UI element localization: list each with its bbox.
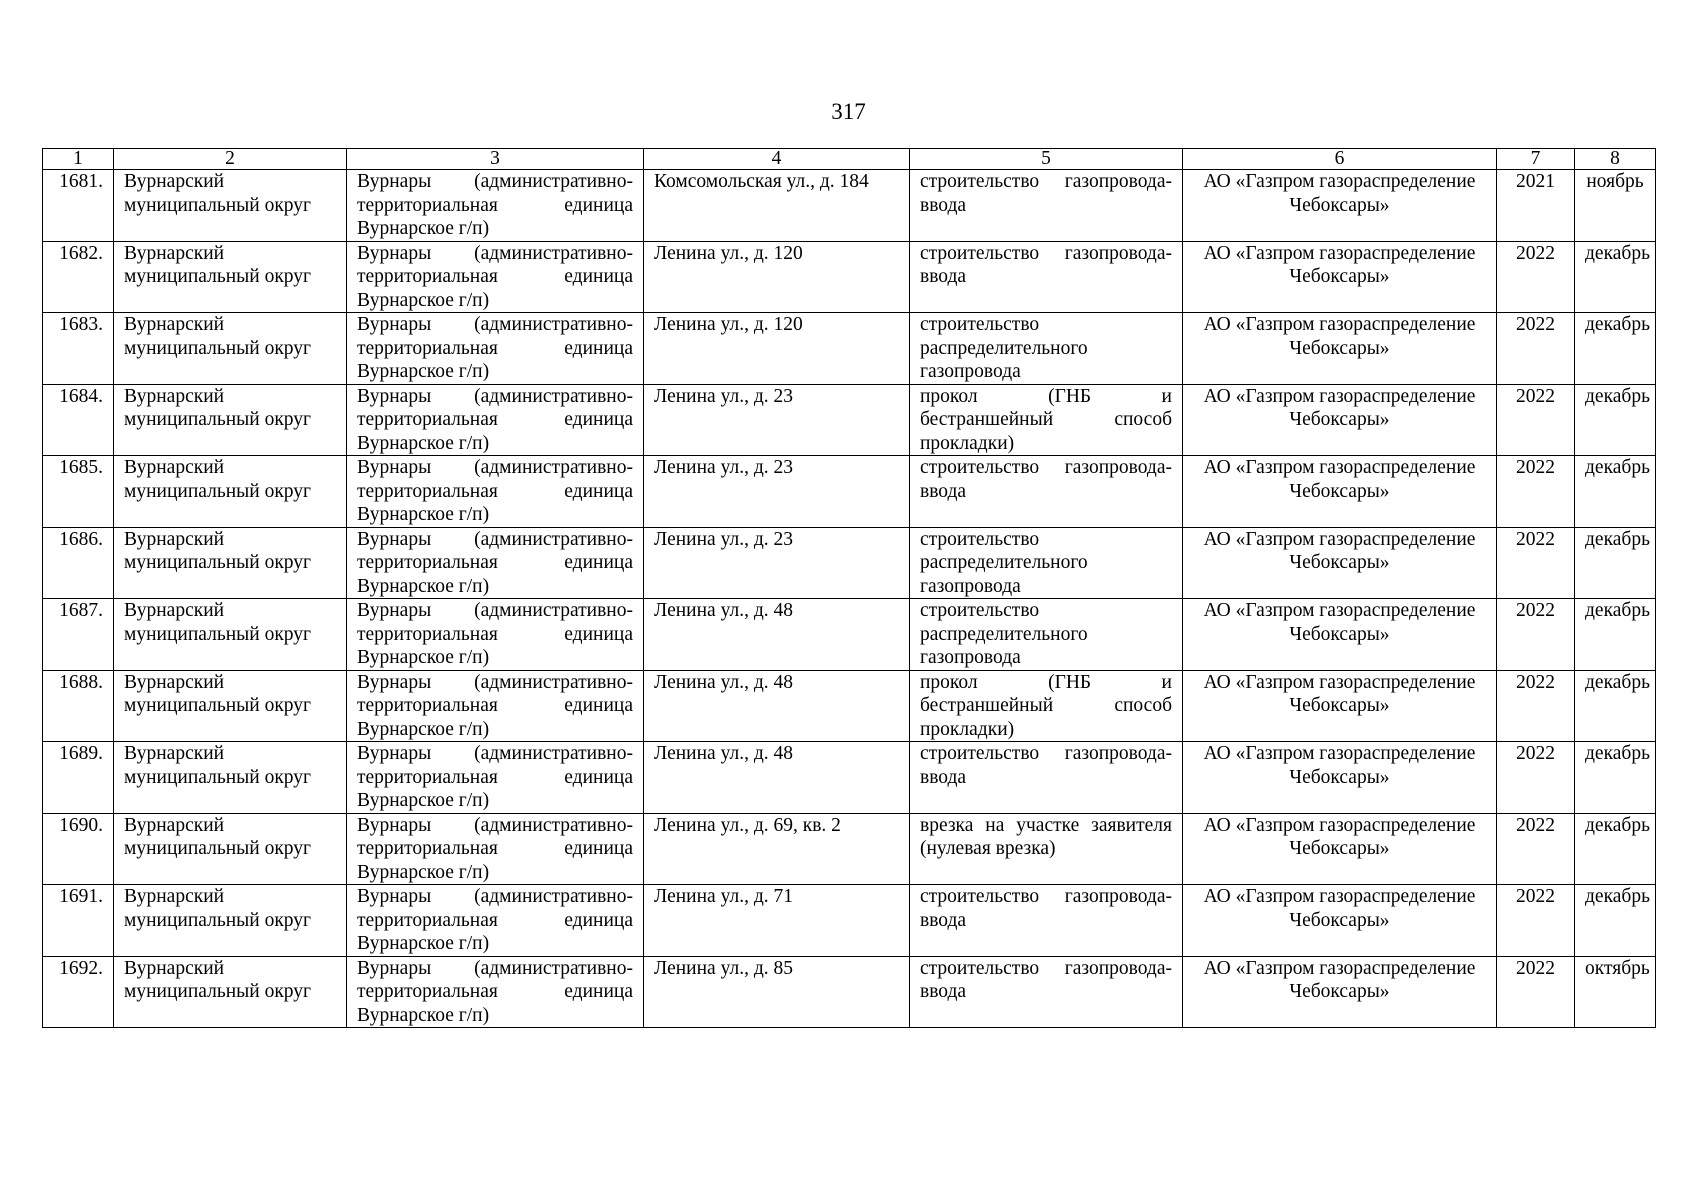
year-cell: 2022 xyxy=(1497,527,1575,599)
table-body xyxy=(43,170,1656,1028)
table-row xyxy=(43,456,1656,528)
district-cell: Вурнарский муниципальный округ xyxy=(114,527,347,599)
month-cell: декабрь xyxy=(1575,241,1656,313)
district-cell: Вурнарский муниципальный округ xyxy=(114,742,347,814)
owner-cell: АО «Газпром газораспределение Чебоксары» xyxy=(1183,956,1497,1028)
row-number: 1683. xyxy=(43,313,114,385)
row-number: 1685. xyxy=(43,456,114,528)
settlement-cell: Вурнары (административно-территориальная единица Вурнарское г/п) xyxy=(347,885,644,957)
district-cell: Вурнарский муниципальный округ xyxy=(114,241,347,313)
table-row xyxy=(43,241,1656,313)
year-cell: 2022 xyxy=(1497,813,1575,885)
month-cell: декабрь xyxy=(1575,670,1656,742)
row-number: 1692. xyxy=(43,956,114,1028)
district-cell: Вурнарский муниципальный округ xyxy=(114,456,347,528)
table-row xyxy=(43,670,1656,742)
district-cell: Вурнарский муниципальный округ xyxy=(114,170,347,242)
district-cell: Вурнарский муниципальный округ xyxy=(114,885,347,957)
year-cell: 2022 xyxy=(1497,885,1575,957)
month-cell: декабрь xyxy=(1575,527,1656,599)
year-cell: 2022 xyxy=(1497,742,1575,814)
column-header: 3 xyxy=(347,149,644,170)
year-cell: 2022 xyxy=(1497,670,1575,742)
month-cell: декабрь xyxy=(1575,384,1656,456)
row-number: 1687. xyxy=(43,599,114,671)
row-number: 1691. xyxy=(43,885,114,957)
column-header: 1 xyxy=(43,149,114,170)
table-row xyxy=(43,599,1656,671)
district-cell: Вурнарский муниципальный округ xyxy=(114,956,347,1028)
owner-cell: АО «Газпром газораспределение Чебоксары» xyxy=(1183,885,1497,957)
row-number: 1689. xyxy=(43,742,114,814)
page-number: 317 xyxy=(831,99,866,124)
settlement-cell: Вурнары (административно-территориальная единица Вурнарское г/п) xyxy=(347,813,644,885)
work-type-cell: строительство газопровода-ввода xyxy=(910,170,1183,242)
month-cell: декабрь xyxy=(1575,313,1656,385)
month-cell: декабрь xyxy=(1575,456,1656,528)
table-row xyxy=(43,313,1656,385)
column-header: 7 xyxy=(1497,149,1575,170)
owner-cell: АО «Газпром газораспределение Чебоксары» xyxy=(1183,384,1497,456)
address-cell: Комсомольская ул., д. 184 xyxy=(644,170,910,242)
year-cell: 2022 xyxy=(1497,313,1575,385)
address-cell: Ленина ул., д. 48 xyxy=(644,670,910,742)
work-type-cell: строительство газопровода-ввода xyxy=(910,241,1183,313)
owner-cell: АО «Газпром газораспределение Чебоксары» xyxy=(1183,313,1497,385)
settlement-cell: Вурнары (административно-территориальная единица Вурнарское г/п) xyxy=(347,384,644,456)
column-header: 5 xyxy=(910,149,1183,170)
data-table xyxy=(42,148,1656,1028)
year-cell: 2022 xyxy=(1497,956,1575,1028)
column-header: 2 xyxy=(114,149,347,170)
work-type-cell: строительство распределительного газопровода xyxy=(910,599,1183,671)
owner-cell: АО «Газпром газораспределение Чебоксары» xyxy=(1183,599,1497,671)
address-cell: Ленина ул., д. 23 xyxy=(644,527,910,599)
address-cell: Ленина ул., д. 120 xyxy=(644,313,910,385)
address-cell: Ленина ул., д. 23 xyxy=(644,456,910,528)
work-type-cell: строительство газопровода-ввода xyxy=(910,956,1183,1028)
row-number: 1681. xyxy=(43,170,114,242)
table-row xyxy=(43,170,1656,242)
year-cell: 2021 xyxy=(1497,170,1575,242)
month-cell: декабрь xyxy=(1575,599,1656,671)
table-row xyxy=(43,384,1656,456)
column-header: 4 xyxy=(644,149,910,170)
settlement-cell: Вурнары (административно-территориальная единица Вурнарское г/п) xyxy=(347,742,644,814)
district-cell: Вурнарский муниципальный округ xyxy=(114,599,347,671)
table-row xyxy=(43,956,1656,1028)
address-cell: Ленина ул., д. 69, кв. 2 xyxy=(644,813,910,885)
settlement-cell: Вурнары (административно-территориальная единица Вурнарское г/п) xyxy=(347,170,644,242)
year-cell: 2022 xyxy=(1497,599,1575,671)
row-number: 1684. xyxy=(43,384,114,456)
district-cell: Вурнарский муниципальный округ xyxy=(114,670,347,742)
row-number: 1688. xyxy=(43,670,114,742)
month-cell: декабрь xyxy=(1575,885,1656,957)
header-row xyxy=(43,149,1656,170)
row-number: 1682. xyxy=(43,241,114,313)
settlement-cell: Вурнары (административно-территориальная единица Вурнарское г/п) xyxy=(347,456,644,528)
month-cell: декабрь xyxy=(1575,813,1656,885)
address-cell: Ленина ул., д. 120 xyxy=(644,241,910,313)
work-type-cell: прокол (ГНБ и бестраншейный способ прокладки) xyxy=(910,670,1183,742)
owner-cell: АО «Газпром газораспределение Чебоксары» xyxy=(1183,170,1497,242)
address-cell: Ленина ул., д. 48 xyxy=(644,599,910,671)
row-number: 1686. xyxy=(43,527,114,599)
owner-cell: АО «Газпром газораспределение Чебоксары» xyxy=(1183,456,1497,528)
row-number: 1690. xyxy=(43,813,114,885)
settlement-cell: Вурнары (административно-территориальная единица Вурнарское г/п) xyxy=(347,527,644,599)
owner-cell: АО «Газпром газораспределение Чебоксары» xyxy=(1183,241,1497,313)
work-type-cell: прокол (ГНБ и бестраншейный способ прокладки) xyxy=(910,384,1183,456)
year-cell: 2022 xyxy=(1497,384,1575,456)
settlement-cell: Вурнары (административно-территориальная единица Вурнарское г/п) xyxy=(347,956,644,1028)
month-cell: декабрь xyxy=(1575,742,1656,814)
address-cell: Ленина ул., д. 48 xyxy=(644,742,910,814)
work-type-cell: строительство газопровода-ввода xyxy=(910,742,1183,814)
work-type-cell: строительство распределительного газопровода xyxy=(910,527,1183,599)
work-type-cell: строительство распределительного газопровода xyxy=(910,313,1183,385)
address-cell: Ленина ул., д. 85 xyxy=(644,956,910,1028)
table-row xyxy=(43,885,1656,957)
owner-cell: АО «Газпром газораспределение Чебоксары» xyxy=(1183,813,1497,885)
district-cell: Вурнарский муниципальный округ xyxy=(114,384,347,456)
owner-cell: АО «Газпром газораспределение Чебоксары» xyxy=(1183,527,1497,599)
address-cell: Ленина ул., д. 71 xyxy=(644,885,910,957)
owner-cell: АО «Газпром газораспределение Чебоксары» xyxy=(1183,670,1497,742)
year-cell: 2022 xyxy=(1497,456,1575,528)
month-cell: октябрь xyxy=(1575,956,1656,1028)
work-type-cell: строительство газопровода-ввода xyxy=(910,885,1183,957)
year-cell: 2022 xyxy=(1497,241,1575,313)
address-cell: Ленина ул., д. 23 xyxy=(644,384,910,456)
work-type-cell: врезка на участке заявителя (нулевая врезка) xyxy=(910,813,1183,885)
district-cell: Вурнарский муниципальный округ xyxy=(114,813,347,885)
table-row xyxy=(43,527,1656,599)
table-row xyxy=(43,742,1656,814)
settlement-cell: Вурнары (административно-территориальная единица Вурнарское г/п) xyxy=(347,241,644,313)
owner-cell: АО «Газпром газораспределение Чебоксары» xyxy=(1183,742,1497,814)
district-cell: Вурнарский муниципальный округ xyxy=(114,313,347,385)
settlement-cell: Вурнары (административно-территориальная единица Вурнарское г/п) xyxy=(347,670,644,742)
month-cell: ноябрь xyxy=(1575,170,1656,242)
settlement-cell: Вурнары (административно-территориальная единица Вурнарское г/п) xyxy=(347,313,644,385)
work-type-cell: строительство газопровода-ввода xyxy=(910,456,1183,528)
column-header: 6 xyxy=(1183,149,1497,170)
table-row xyxy=(43,813,1656,885)
column-header: 8 xyxy=(1575,149,1656,170)
settlement-cell: Вурнары (административно-территориальная единица Вурнарское г/п) xyxy=(347,599,644,671)
